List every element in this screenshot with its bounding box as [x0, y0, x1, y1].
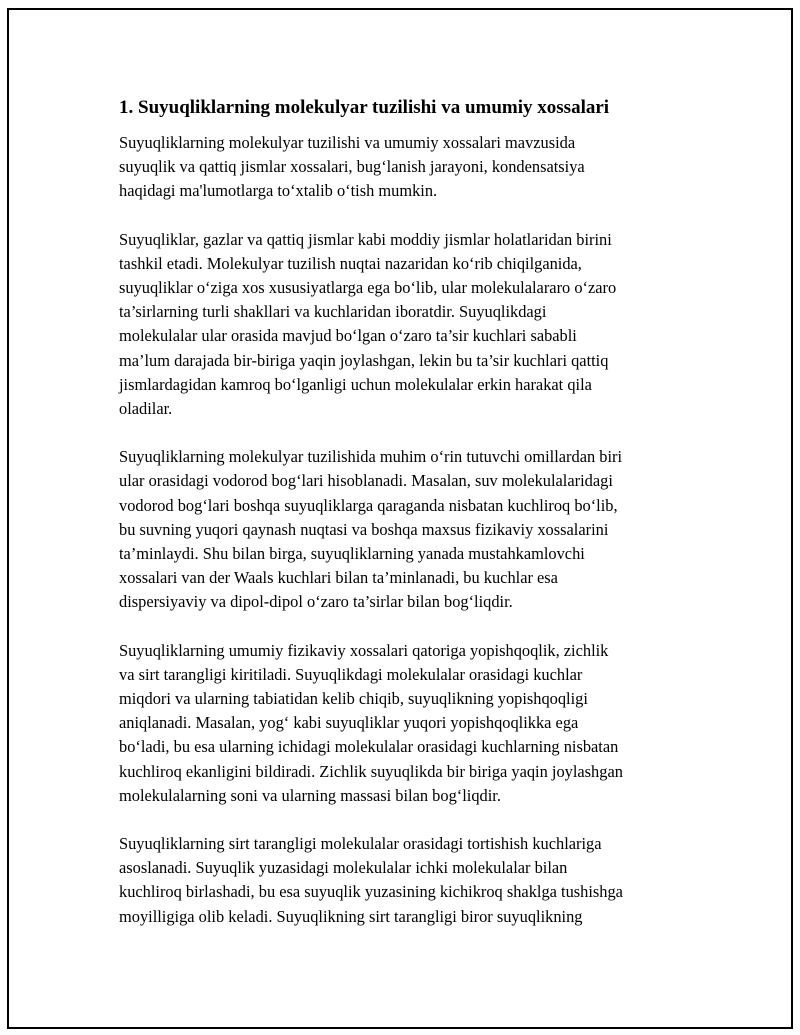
paragraph-line: va sirt tarangligi kiritiladi. Suyuqlikdagi molekulalar orasidagi kuchlar — [119, 664, 583, 684]
document-page — [7, 8, 793, 1029]
paragraph-line: molekulalarning soni va ularning massasi bilan bog‘liqdir. — [119, 785, 501, 805]
paragraph-line: dispersiyaviy va dipol-dipol o‘zaro ta’sirlar bilan bog‘liqdir. — [119, 592, 513, 612]
paragraph-line: haqidagi ma'lumotlarga to‘xtalib o‘tish mumkin. — [119, 181, 438, 201]
paragraph-line: ta’sirlarning turli shakllari va kuchlaridan iboratdir. Suyuqlikdagi — [119, 302, 547, 322]
paragraph-line: bu suvning yuqori qaynash nuqtasi va boshqa maxsus fizikaviy xossalarini — [119, 519, 609, 539]
paragraph-line: oladilar. — [119, 399, 173, 419]
page-title: 1. Suyuqliklarning molekulyar tuzilishi va umumiy xossalari — [119, 97, 610, 118]
paragraph-line: Suyuqliklar, gazlar va qattiq jismlar kabi moddiy jismlar holatlaridan birini — [119, 229, 612, 249]
document-content — [119, 96, 689, 953]
paragraph-line: Suyuqliklarning sirt tarangligi molekulalar orasidagi tortishish kuchlariga — [119, 834, 602, 854]
paragraph-line: Suyuqliklarning molekulyar tuzilishida muhim o‘rin tutuvchi omillardan biri — [119, 447, 623, 467]
paragraph-line: Suyuqliklarning umumiy fizikaviy xossalari qatoriga yopishqoqlik, zichlik — [119, 640, 609, 660]
paragraph-line: kuchliroq ekanligini bildiradi. Zichlik suyuqlikda bir biriga yaqin joylashgan — [119, 761, 623, 781]
paragraph-line: vodorod bog‘lari boshqa suyuqliklarga qaraganda nisbatan kuchliroq bo‘lib, — [119, 495, 618, 515]
paragraph-line: suyuqlik va qattiq jismlar xossalari, bug‘lanish jarayoni, kondensatsiya — [119, 157, 585, 177]
paragraph-line: kuchliroq birlashadi, bu esa suyuqlik yuzasining kichikroq shaklga tushishga — [119, 882, 623, 902]
paragraph-line: moyilligiga olib keladi. Suyuqlikning sirt tarangligi biror suyuqlikning — [119, 906, 583, 926]
paragraph-line: jismlardagidan kamroq bo‘lganligi uchun molekulalar erkin harakat qila — [119, 374, 592, 394]
paragraph-line: ma’lum darajada bir-biriga yaqin joylashgan, lekin bu ta’sir kuchlari qattiq — [119, 350, 609, 370]
body-paragraph — [119, 131, 689, 204]
paragraph-line: asoslanadi. Suyuqlik yuzasidagi molekulalar ichki molekulalar bilan — [119, 858, 568, 878]
paragraph-line: bo‘ladi, bu esa ularning ichidagi molekulalar orasidagi kuchlarning nisbatan — [119, 737, 619, 757]
body-paragraph — [119, 832, 689, 929]
paragraph-line: suyuqliklar o‘ziga xos xususiyatlarga ega bo‘lib, ular molekulalararo o‘zaro — [119, 278, 617, 298]
paragraph-line: miqdori va ularning tabiatidan kelib chiqib, suyuqlikning yopishqoqligi — [119, 689, 588, 709]
paragraph-line: ular orasidagi vodorod bog‘lari hisoblanadi. Masalan, suv molekulalaridagi — [119, 471, 613, 491]
body-paragraph — [119, 445, 689, 614]
paragraph-line: Suyuqliklarning molekulyar tuzilishi va umumiy xossalari mavzusida — [119, 133, 576, 152]
paragraph-line: aniqlanadi. Masalan, yog‘ kabi suyuqliklar yuqori yopishqoqlikka ega — [119, 713, 579, 733]
paragraph-line: ta’minlaydi. Shu bilan birga, suyuqliklarning yanada mustahkamlovchi — [119, 544, 585, 564]
body-paragraph — [119, 639, 689, 808]
paragraph-line: molekulalar ular orasida mavjud bo‘lgan o‘zaro ta’sir kuchlari sababli — [119, 326, 577, 346]
paragraph-line: xossalari van der Waals kuchlari bilan ta’minlanadi, bu kuchlar esa — [119, 568, 558, 588]
body-paragraph — [119, 228, 689, 422]
paragraph-line: tashkil etadi. Molekulyar tuzilish nuqtai nazaridan ko‘rib chiqilganida, — [119, 253, 582, 273]
paragraph-list — [119, 131, 689, 929]
